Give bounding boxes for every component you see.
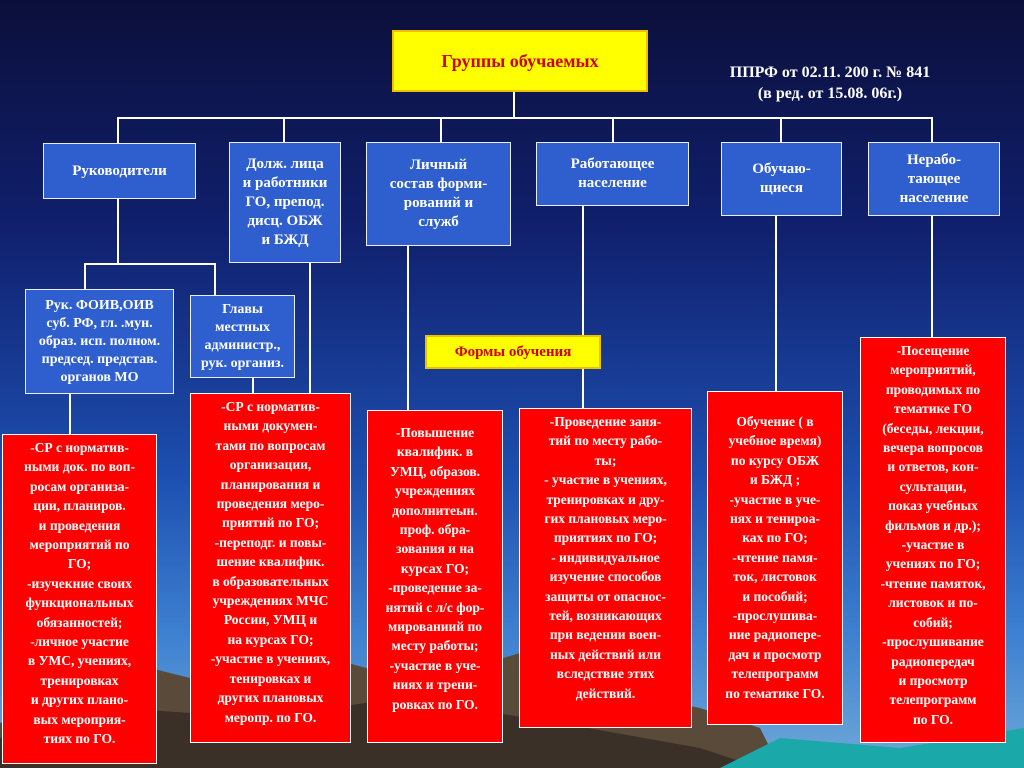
forms-managers: -СР с норматив- ными док. по воп- росам организа- ции, планиров. и проведения мероприятий по ГО; -изучекние своих функциональных обязанностей; -личное участие в УМС, учениях, тренировках и других плано- вых мероприя- тиях по ГО. — [2, 434, 157, 764]
forms-working-population: -Проведение заня- тий по месту рабо- ты; - участие в учениях, тренировках и дру- гих плановых меро- приятиях по ГО; - индивидуальное изучение способов защиты от опаснос- тей, возникающих при ведении воен- ных действий или вследствие этих действий. — [519, 408, 692, 728]
forms-non-working-population: -Посещение мероприятий, проводимых по тематике ГО (беседы, лекции, вечера вопросов и ответов, кон- сультации, показ учебных фильмов и др.); -участие в учениях по ГО; -чтение памяток, листовок и по- собий; -прослушивание радиопередач и просмотр телепрограмм по ГО. — [860, 337, 1006, 743]
decree-reference: ППРФ от 02.11. 200 г. № 841 (в ред. от 15.08. 06г.) — [729, 64, 931, 102]
forms-officials: -СР с норматив- ными докумен- тами по вопросам организации, планирования и проведения меро- приятий по ГО; -переподг. и повы- шение квалифик. в образовательных учреждениях МЧС России, УМЦ и на курсах ГО; -участие в учениях, тенировках и других плановых меропр. по ГО. — [190, 393, 351, 743]
title-text: Группы обучаемых — [441, 50, 599, 71]
subgroup-local-heads: Главы местных администр., рук. организ. — [190, 295, 295, 378]
group-officials: Долж. лица и работники ГО, препод. дисц. ОБЖ и БЖД — [229, 142, 341, 263]
group-non-working-population: Нерабо- тающее население — [868, 142, 1000, 216]
subgroup-federal-heads: Рук. ФОИВ,ОИВ суб. РФ, гл. .мун. образ. исп. полном. председ. представ. органов МО — [25, 289, 174, 394]
group-students: Обучаю- щиеся — [721, 142, 842, 216]
forms-formation-staff: -Повышение квалифик. в УМЦ, образов. учреждениях дополнитеын. проф. обра- зования и на курсах ГО; -проведение за- нятий с л/с фор- мированиий по месту работы; -участие в уче- ниях и трени- ровках по ГО. — [367, 410, 503, 743]
group-formation-staff: Личный состав форми- рований и служб — [366, 142, 511, 246]
group-managers: Руководители — [43, 143, 196, 199]
forms-label: Формы обучения — [425, 335, 601, 369]
title-box — [392, 30, 648, 92]
group-working-population: Работающее население — [536, 142, 689, 206]
forms-students: Обучение ( в учебное время) по курсу ОБЖ и БЖД ; -участие в уче- нях и тенироа- ках по ГО; -чтение памя- ток, листовок и пособий; -прослушива- ние радиопере- дач и просмотр телепрограмм по тематике ГО. — [707, 391, 843, 725]
